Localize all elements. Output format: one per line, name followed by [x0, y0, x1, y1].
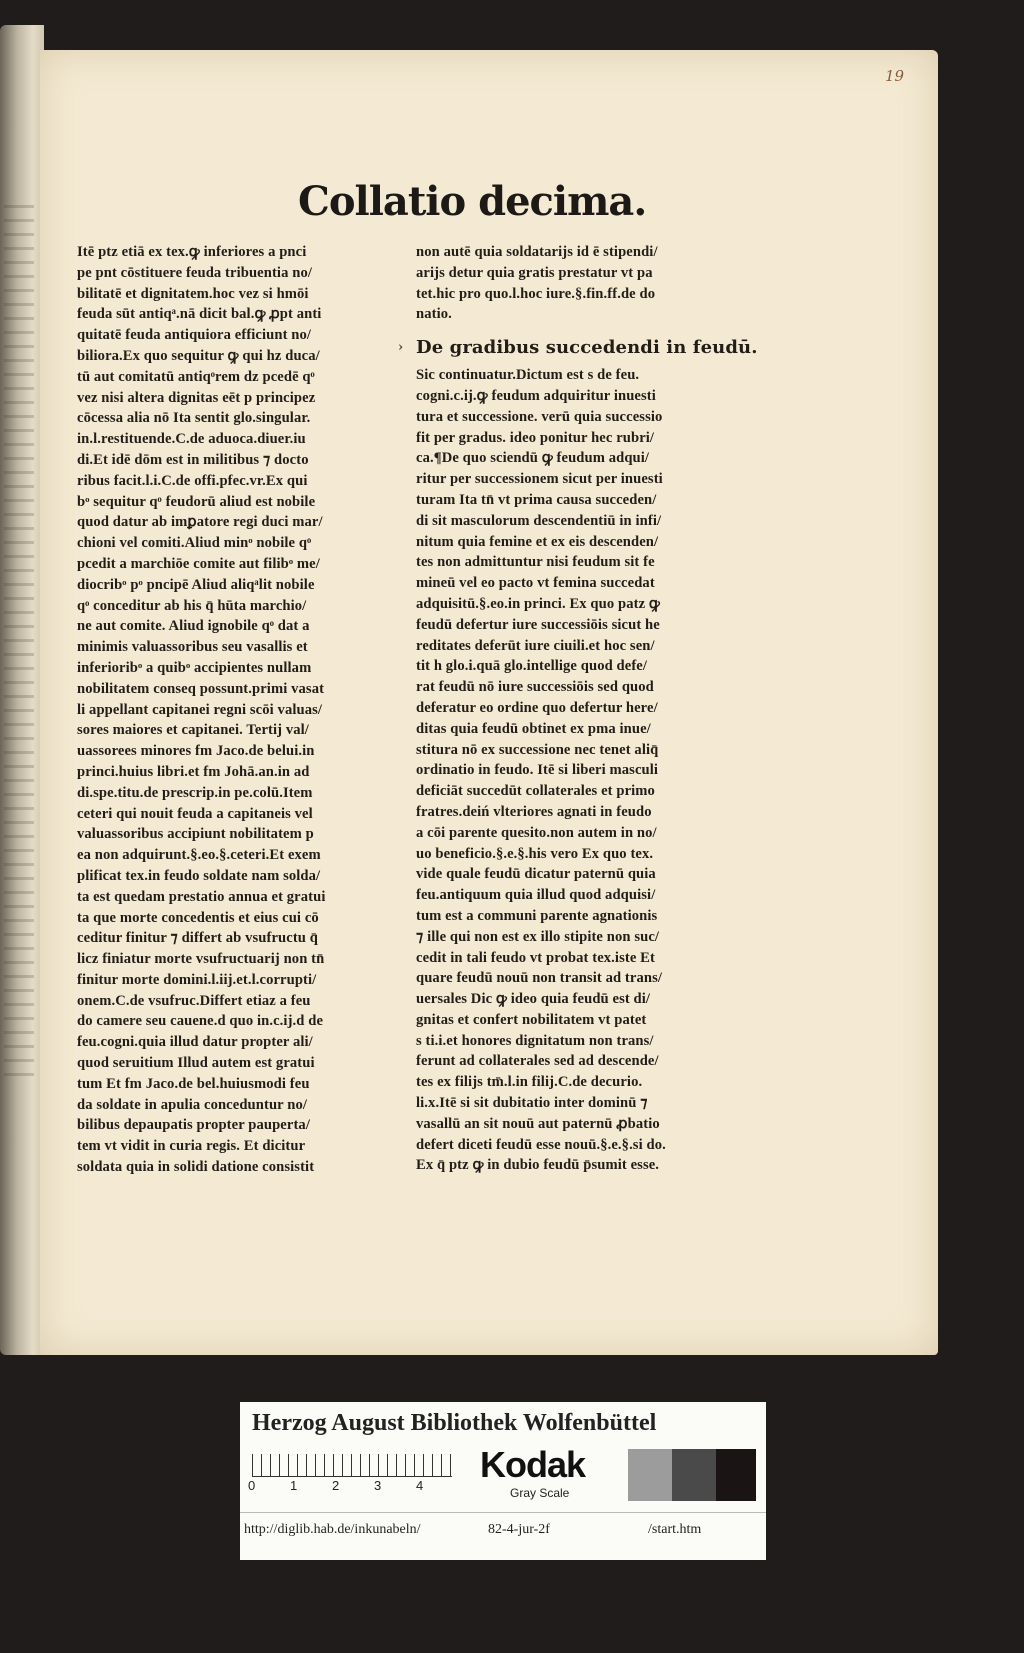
ruler-label: 1 — [290, 1478, 298, 1493]
text-line: pcedit a marchiōe comite aut filibᵒ me/ — [77, 555, 320, 572]
text-line: non autē quia soldatarijs id ē stipendi/ — [416, 244, 658, 260]
text-line: rat feudū nō iure successiōis sed quod — [416, 679, 654, 696]
text-line: ferunt ad collaterales sed ad descende/ — [416, 1053, 659, 1070]
incunable-page — [40, 50, 938, 1355]
text-line: feudū defertur iure successiōis sicut he — [416, 616, 660, 633]
text-line: ditas quia feudū obtinet ex pma inue/ — [416, 720, 651, 737]
text-line: inferioribᵒ a quibᵒ accipientes nullam — [77, 659, 312, 676]
folio-number: 19 — [885, 67, 905, 85]
text-line: vide quale feudū dicatur paternū quia — [416, 866, 656, 883]
text-line: fit per gradus. ideo ponitur hec rubri/ — [416, 429, 655, 446]
text-line: deferatur eo ordine quo defertur here/ — [416, 699, 658, 716]
text-line: feu.antiquum quia illud quod adquisi/ — [416, 887, 656, 904]
text-line: gnitas et confert nobilitatem vt patet — [416, 1011, 647, 1028]
text-line: mineū vel eo pacto vt femina succedat — [416, 575, 655, 592]
text-line: ea non adquirunt.§.eo.§.ceteri.Et exem — [77, 847, 321, 864]
text-line: cedit in tali feudo vt probat tex.iste Et — [416, 949, 655, 966]
text-line: feuda sūt antiqͣ.nā dicit bal.ꝙ ꝓpt anti — [77, 306, 322, 323]
text-line: minimis valuassoribus seu vasallis et — [77, 639, 308, 656]
text-line: quod datur ab imꝑatore regi duci mar/ — [77, 514, 323, 531]
text-line: Sic continuatur.Dictum est s de feu. — [416, 367, 640, 384]
text-line: quitatē feuda antiquiora efficiunt no/ — [77, 327, 312, 344]
text-line: tes non admittuntur nisi feudum sit fe — [416, 554, 655, 571]
text-line: biliora.Ex quo sequitur ꝙ qui hz duca/ — [77, 347, 320, 364]
url-shelfmark: 82-4-jur-2f — [488, 1522, 550, 1537]
color-target-card — [240, 1402, 766, 1560]
text-line: vasallū an sit nouū aut paternū ꝓbatio — [416, 1115, 660, 1132]
text-line: li appellant capitanei regni scōi valuas/ — [77, 701, 323, 718]
text-line: reditates deferūt iure ciuili.et hoc sen/ — [416, 637, 655, 654]
text-line: uassorees minores fm Jaco.de belui.in — [77, 743, 315, 760]
text-line: fratres.deiń vlteriores agnati in feudo — [416, 803, 652, 820]
text-line: ordinatio in feudo. Itē si liberi masculi — [416, 762, 659, 779]
text-line: pe pnt cōstituere feuda tribuentia no/ — [77, 264, 313, 281]
kodak-logo: Kodak — [480, 1444, 586, 1485]
text-line: ⁊ ille qui non est ex illo stipite non suc/ — [416, 928, 660, 945]
page-heading: Collatio decima. — [298, 178, 647, 225]
text-line: sores maiores et capitanei. Tertij val/ — [77, 722, 309, 739]
text-line: adquisitū.§.eo.in princi. Ex quo patz ꝙ — [416, 595, 660, 612]
text-line: plificat tex.in feudo soldate nam solda/ — [77, 867, 321, 884]
text-line: tem vt vidit in curia regis. Et dicitur — [77, 1138, 306, 1155]
text-line: di.spe.titu.de prescrip.in pe.colū.Item — [77, 784, 313, 801]
text-line: li.x.Itē si sit dubitatio inter dominū ⁊ — [416, 1095, 648, 1112]
text-line: finitur morte domini.l.iij.et.l.corrupti/ — [77, 971, 317, 988]
text-line: cogni.c.ij.ꝙ feudum adquiritur inuesti — [416, 387, 656, 404]
text-line: deficiāt succedūt collaterales et primo — [416, 783, 655, 800]
ruler-label: 2 — [332, 1478, 340, 1493]
ruler-label: 0 — [248, 1478, 256, 1493]
text-line: tura et successione. verū quia successio — [416, 408, 663, 425]
text-line: soldata quia in solidi datione consistit — [77, 1159, 315, 1176]
target-divider — [240, 1512, 766, 1513]
url-suffix: /start.htm — [648, 1522, 702, 1537]
text-line: Itē ptz etiā ex tex.ꝙ inferiores a pnci — [77, 244, 307, 260]
ruler-label: 3 — [374, 1478, 382, 1493]
text-line: cōcessa alia nō Ita sentit glo.singular. — [77, 410, 311, 427]
text-line: quare feudū nouū non transit ad trans/ — [416, 970, 663, 987]
text-line: stitura nō ex successione nec tenet aliq̄ — [416, 741, 659, 758]
right-text-column — [398, 242, 763, 1176]
text-line: ceteri qui nouit feuda a capitaneis vel — [77, 805, 313, 822]
text-line: da soldate in apulia conceduntur no/ — [77, 1096, 307, 1113]
text-line: di.Et idē dōm est in militibus ⁊ docto — [77, 451, 309, 468]
ruler-label: 4 — [416, 1478, 424, 1493]
paragraph-cue-mark: › — [398, 340, 404, 356]
text-line: diocribᵒ pᵒ pncipē Aliud aliqͣlit nobile — [77, 576, 315, 593]
text-line: uersales Dic ꝙ ideo quia feudū est di/ — [416, 991, 651, 1008]
text-line: tit h glo.i.quā glo.intellige quod defe/ — [416, 658, 648, 675]
text-line: tes ex filijs tm̄.l.in filij.C.de decurio. — [416, 1074, 643, 1091]
text-line: tum Et fm Jaco.de bel.huiusmodi feu — [77, 1075, 310, 1092]
scale-ruler — [252, 1454, 452, 1477]
text-line: tū aut comitatū antiqͦrem dz pcedē qͦ — [77, 368, 315, 385]
facing-page-edge — [0, 25, 44, 1355]
gray-scale-label: Gray Scale — [510, 1486, 570, 1500]
gray-swatch-light — [628, 1449, 672, 1501]
text-line: arijs detur quia gratis prestatur vt pa — [416, 264, 653, 281]
text-line: ta que morte concedentis et eius cui cō — [77, 909, 319, 926]
text-line: valuassoribus accipiunt nobilitatem p — [77, 826, 314, 843]
text-line: tum est a communi parente agnationis — [416, 907, 658, 924]
text-line: ceditur finitur ⁊ differt ab vsufructu q̄ — [77, 930, 318, 947]
text-line: ca.¶De quo sciendū ꝙ feudum adqui/ — [416, 450, 650, 467]
text-line: vez nisi altera dignitas eēt p principez — [77, 389, 316, 406]
text-line: uo beneficio.§.e.§.his vero Ex quo tex. — [416, 845, 654, 862]
left-text-column — [77, 242, 421, 1178]
text-line: onem.C.de vsufruc.Differt etiaz a feu — [77, 992, 311, 1009]
text-line: quod seruitium Illud autem est gratui — [77, 1055, 315, 1072]
gray-swatch-dark — [672, 1449, 716, 1501]
text-line: s ti.i.et honores dignitatum non trans/ — [416, 1032, 654, 1049]
text-line: defert diceti feudū esse nouū.§.e.§.si do. — [416, 1136, 666, 1153]
text-line: natio. — [416, 306, 452, 323]
text-line: Ex q̄ ptz ꝙ in dubio feudū p̄sumit esse. — [416, 1157, 660, 1174]
text-line: turam Ita tn̄ vt prima causa succeden/ — [416, 491, 657, 508]
url-base: http://diglib.hab.de/inkunabeln/ — [244, 1522, 421, 1537]
text-line: licz finiatur morte vsufructuarij non tn̄ — [77, 951, 325, 968]
text-line: bilibus depaupatis propter pauperta/ — [77, 1117, 310, 1134]
text-line: di sit masculorum descendentiū in infi/ — [416, 512, 662, 529]
text-line: bᵒ sequitur qͦ feudorū aliud est nobile — [77, 493, 316, 510]
text-line: ritur per successionem sicut per inuesti — [416, 471, 663, 488]
text-line: a cōi parente quesito.non autem in no/ — [416, 824, 657, 841]
text-line: ne aut comite. Aliud ignobile qͦ dat a — [77, 618, 310, 635]
section-rubric: › De gradibus succedendi in feudū. — [416, 325, 763, 365]
institution-name: Herzog August Bibliothek Wolfenbüttel — [252, 1410, 657, 1436]
text-line: nobilitatem conseq possunt.primi vasat — [77, 680, 325, 697]
text-line: in.l.restituende.C.de aduoca.diuer.iu — [77, 431, 306, 448]
text-line: chioni vel comiti.Aliud minᵒ nobile qͦ — [77, 535, 312, 552]
text-line: ribus facit.l.i.C.de offi.pfec.vr.Ex qui — [77, 472, 308, 489]
text-line: tet.hic pro quo.l.hoc iure.§.fin.ff.de do — [416, 285, 656, 302]
text-line: do camere seu cauene.d quo in.c.ij.d de — [77, 1013, 324, 1030]
text-line: nitum quia femine et ex eis descenden/ — [416, 533, 659, 550]
text-line: princi.huius libri.et fm Johā.an.in ad — [77, 763, 310, 780]
text-line: bilitatē et dignitatem.hoc vez si hmōi — [77, 285, 309, 302]
text-line: qͦ conceditur ab his q̄ hūta marchio/ — [77, 597, 307, 614]
facing-page-text-bleed — [4, 205, 34, 1085]
gray-swatch-black — [716, 1449, 756, 1501]
text-line: ta est quedam prestatio annua et gratui — [77, 888, 326, 905]
text-line: feu.cogni.quia illud datur propter ali/ — [77, 1034, 313, 1051]
